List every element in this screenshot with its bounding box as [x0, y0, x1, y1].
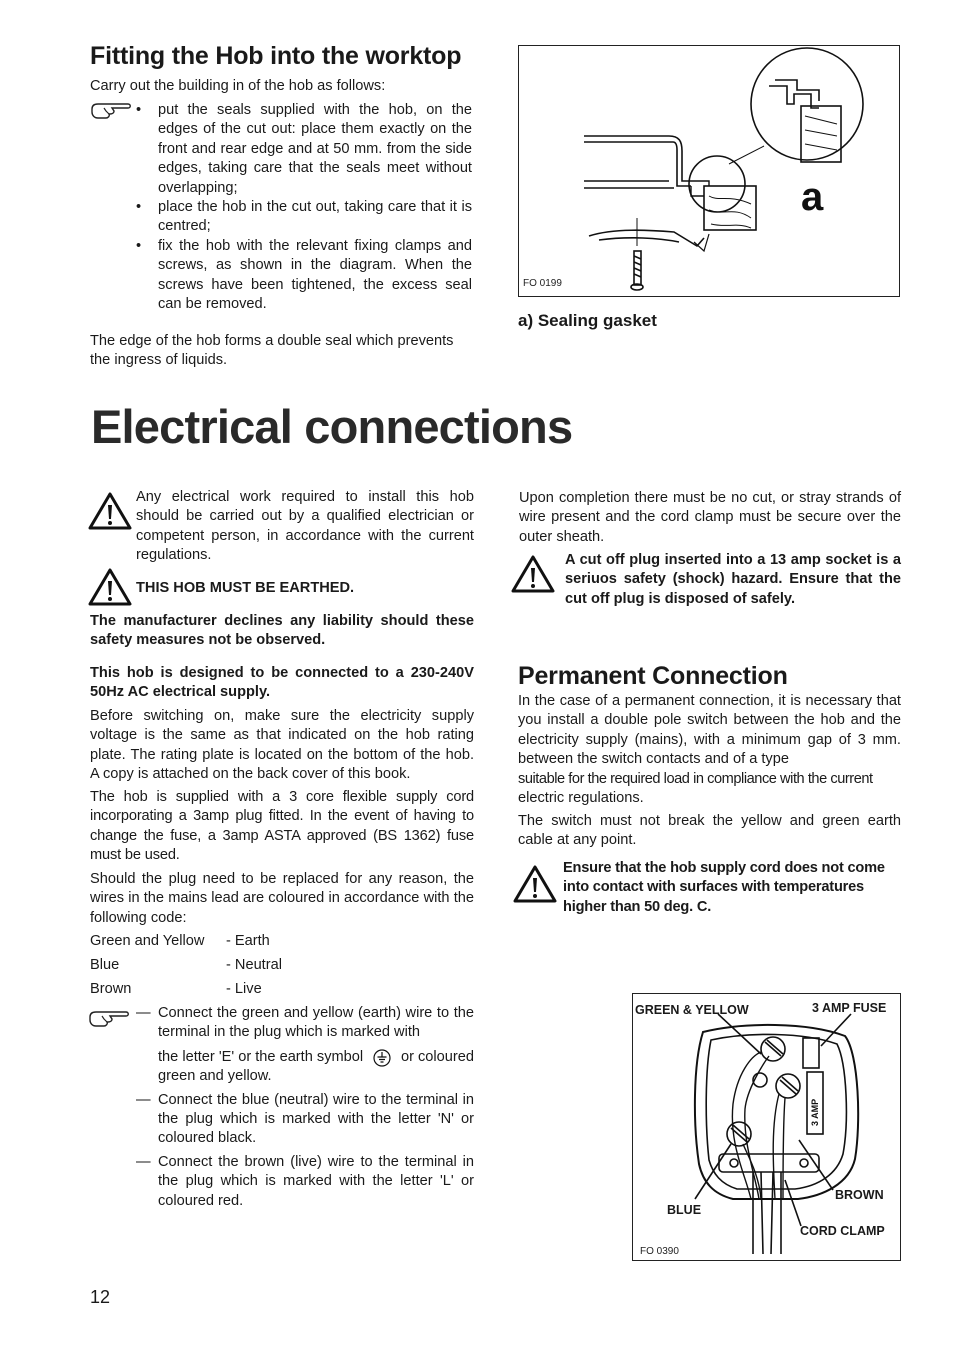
- connection-instructions: [136, 1004, 474, 1215]
- cut-off-plug-warning: A cut off plug inserted into a 13 amp socket is a seriuos safety (shock) hazard. Ensure that the cut off plug is disposed of safely.: [565, 552, 901, 607]
- permanent-connection-title: Permanent Connection: [518, 662, 788, 690]
- temperature-warning: Ensure that the hob supply cord does not come into contact with surfaces with temperatures higher than 50 deg. C.: [563, 860, 885, 915]
- hob-fitting-illustration: [519, 46, 899, 296]
- list-item: — Connect the blue (neutral) wire to the terminal in the plug which is marked with the letter 'N' or coloured black.: [136, 1091, 474, 1147]
- earth-cable-paragraph: The switch must not break the yellow and green earth cable at any point.: [518, 813, 901, 849]
- fuse-label: 3 AMP: [810, 1098, 820, 1126]
- warning-triangle-icon: [511, 555, 555, 593]
- page-number: 12: [90, 1287, 111, 1307]
- warning-triangle-icon: [88, 492, 132, 530]
- plug-replacement-paragraph: Should the plug need to be replaced for any reason, the wires in the mains lead are coloured in accordance with the following code:: [90, 871, 474, 926]
- plug-wiring-illustration: [633, 994, 900, 1260]
- list-item: Blue - Neutral: [90, 957, 282, 973]
- supply-cord-paragraph: The hob is supplied with a 3 core flexible supply cord incorporating a 3amp plug fitted. In the event of having to change the fuse, a 3amp ASTA approved (BS 1362) fuse must be used.: [90, 789, 474, 864]
- fitting-intro: Carry out the building in of the hob as follows:: [90, 78, 386, 94]
- figure-caption: a) Sealing gasket: [518, 311, 657, 330]
- hob-fitting-diagram: [518, 45, 900, 297]
- warning-triangle-icon: [513, 865, 557, 903]
- figure-code: FO 0390: [640, 1246, 679, 1257]
- supply-notice: This hob is designed to be connected to a 230-240V 50Hz AC electrical supply.: [90, 665, 474, 701]
- list-item: Green and Yellow - Earth: [90, 933, 270, 949]
- list-item: — Connect the green and yellow (earth) wire to the terminal in the plug which is marked with the letter 'E' or the earth symbol or coloured green and yellow.: [136, 1005, 474, 1085]
- plug-wiring-diagram: [632, 993, 901, 1261]
- page-title: Electrical connections: [91, 400, 573, 453]
- label-blue: BLUE: [667, 1203, 702, 1217]
- label-brown: BROWN: [835, 1188, 884, 1202]
- fitting-closing: The edge of the hob forms a double seal which prevents the ingress of liquids.: [90, 333, 454, 369]
- label-green-yellow: GREEN & YELLOW: [635, 1003, 749, 1017]
- warning-qualified-electrician: Any electrical work required to install this hob should be carried out by a qualified electrician or competent person, in accordance with the current regulations.: [136, 489, 474, 564]
- liability-notice: The manufacturer declines any liability should these safety measures not be observed.: [90, 613, 474, 649]
- label-cord-clamp: CORD CLAMP: [800, 1224, 885, 1238]
- warning-must-be-earthed: THIS HOB MUST BE EARTHED.: [136, 580, 355, 596]
- completion-paragraph: Upon completion there must be no cut, or stray strands of wire present and the cord clamp must be secure over the outer sheath.: [519, 490, 901, 545]
- list-item: • put the seals supplied with the hob, on the edges of the cut out: place them exactly on the front and rear edge and at 50 mm. from the side edges, taking care that the seals meet without overlapping;: [136, 102, 472, 196]
- earth-symbol-icon: [373, 1049, 391, 1067]
- list-item: Brown - Live: [90, 981, 262, 997]
- rating-plate-paragraph: Before switching on, make sure the electricity supply voltage is the same as that indicated on the hob rating plate. The rating plate is located on the bottom of the hob. A copy is attached on the back cover of this book.: [90, 708, 474, 783]
- label-3-amp-fuse: 3 AMP FUSE: [812, 1001, 887, 1015]
- list-item: — Connect the brown (live) wire to the terminal in the plug which is marked with the letter 'L' or coloured red.: [136, 1153, 474, 1209]
- pointing-hand-icon: [90, 100, 134, 122]
- detail-letter: a: [801, 175, 824, 219]
- wire-colour-code: [90, 932, 390, 1002]
- fitting-title: Fitting the Hob into the worktop: [90, 42, 462, 70]
- warning-triangle-icon: [88, 568, 132, 606]
- permanent-paragraph: In the case of a permanent connection, it is necessary that you install a double pole switch between the hob and the electricity supply (mains), with a minimum gap of 3 mm. between the switch contacts and of a type suitable for the required load in compliance with the current electric regulations.: [518, 693, 901, 807]
- pointing-hand-icon: [88, 1008, 132, 1030]
- list-item: • fix the hob with the relevant fixing clamps and screws, as shown in the diagram. When the screws have been tightened, the excess seal can be removed.: [136, 237, 472, 313]
- figure-code: FO 0199: [523, 278, 562, 289]
- fitting-bullet-list: [136, 101, 472, 314]
- list-item: • place the hob in the cut out, taking care that it is centred;: [136, 199, 472, 235]
